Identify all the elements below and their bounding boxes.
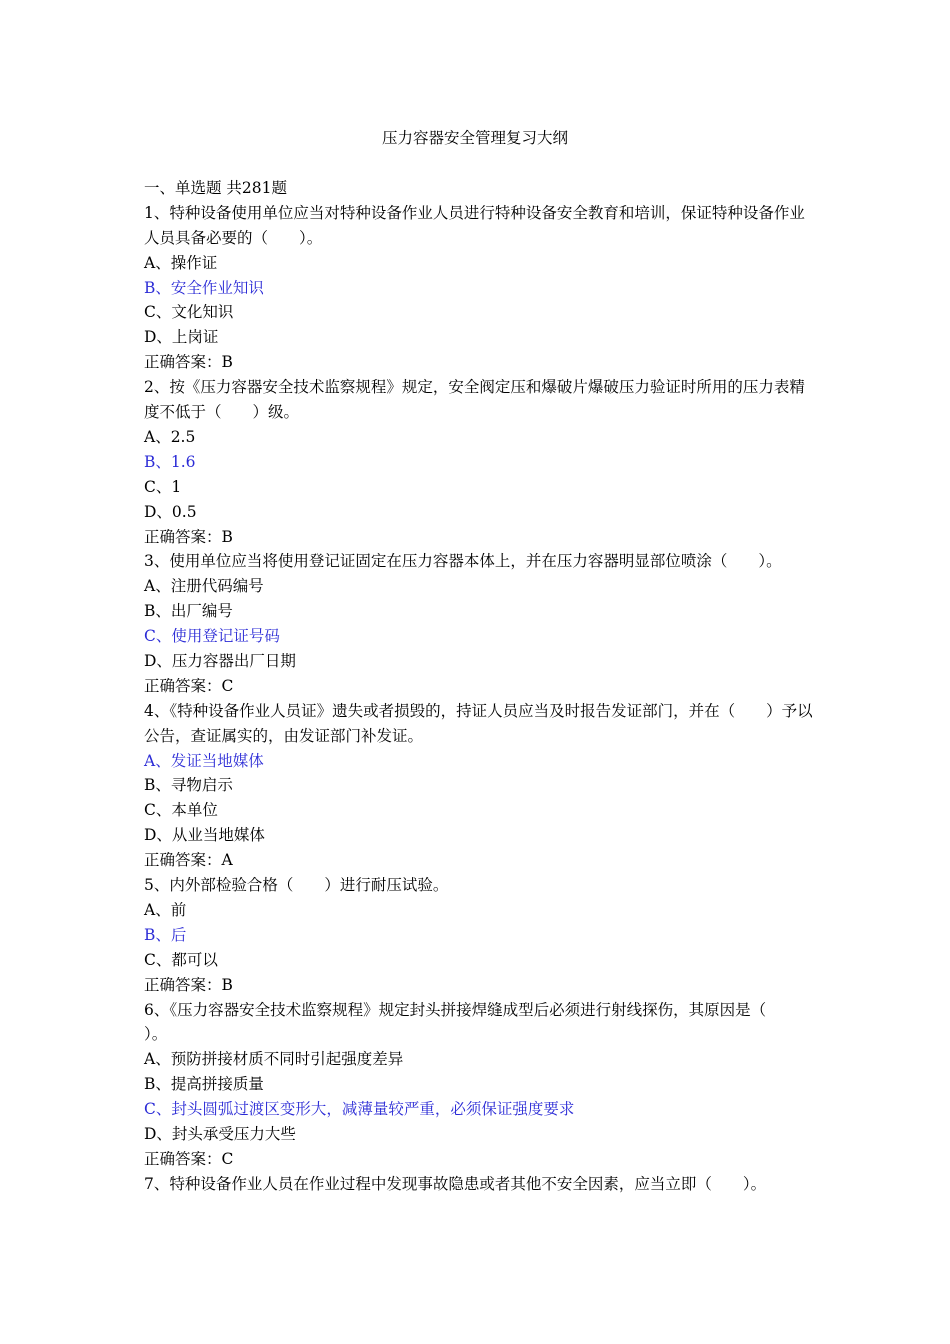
answer-option-correct: B、1.6 (144, 452, 196, 471)
answer-option: D、0.5 (144, 502, 197, 521)
answer-option: C、文化知识 (144, 303, 234, 322)
question-block (144, 998, 816, 1172)
document-body (144, 176, 816, 1197)
correct-answer-line: 正确答案：B (144, 527, 233, 546)
document-title: 压力容器安全管理复习大纲 (381, 129, 568, 147)
answer-option-correct: A、发证当地媒体 (144, 751, 264, 770)
correct-answer-line: 正确答案：C (144, 676, 234, 695)
question-stem: 5、内外部检验合格（ ）进行耐压试验。 (144, 876, 449, 895)
question-block (144, 549, 816, 698)
correct-answer-line: 正确答案：B (144, 353, 233, 372)
correct-answer-line: 正确答案：C (144, 1149, 234, 1168)
correct-answer-line: 正确答案：A (144, 851, 233, 870)
answer-option: A、前 (144, 900, 187, 919)
question-block (144, 1172, 816, 1197)
question-block (144, 873, 816, 997)
question-stem: 4、《特种设备作业人员证》遗失或者损毁的，持证人员应当及时报告发证部门，并在（ ）予以公告，查证属实的，由发证部门补发证。 (144, 701, 813, 745)
correct-answer-line: 正确答案：B (144, 975, 233, 994)
question-block (144, 375, 816, 549)
question-stem: 3、使用单位应当将使用登记证固定在压力容器本体上，并在压力容器明显部位喷涂（ ）。 (144, 552, 782, 571)
answer-option: A、操作证 (144, 253, 218, 272)
question-stem: 1、特种设备使用单位应当对特种设备作业人员进行特种设备安全教育和培训，保证特种设备作业人员具备必要的（ ）。 (144, 203, 805, 247)
answer-option: D、上岗证 (144, 328, 219, 347)
answer-option: B、提高拼接质量 (144, 1075, 264, 1094)
answer-option: D、封头承受压力大些 (144, 1125, 296, 1143)
answer-option-correct: C、封头圆弧过渡区变形大，减薄量较严重，必须保证强度要求 (144, 1100, 575, 1119)
section-heading: 一、单选题 共281题 (144, 179, 288, 197)
answer-option: A、预防拼接材质不同时引起强度差异 (144, 1050, 404, 1069)
answer-option: C、本单位 (144, 801, 218, 820)
answer-option: D、压力容器出厂日期 (144, 652, 296, 670)
question-block (144, 201, 816, 375)
question-stem: 6、《压力容器安全技术监察规程》规定封头拼接焊缝成型后必须进行射线探伤，其原因是（ ）。 (144, 1000, 798, 1044)
answer-option: B、寻物启示 (144, 776, 233, 795)
answer-option: C、都可以 (144, 950, 218, 969)
question-stem: 2、按《压力容器安全技术监察规程》规定，安全阀定压和爆破片爆破压力验证时所用的压力表精度不低于（ ）级。 (144, 378, 805, 422)
answer-option-correct: C、使用登记证号码 (144, 627, 280, 646)
question-stem: 7、特种设备作业人员在作业过程中发现事故隐患或者其他不安全因素，应当立即（ ）。 (144, 1174, 767, 1193)
answer-option: B、出厂编号 (144, 602, 233, 621)
answer-option-correct: B、安全作业知识 (144, 278, 264, 297)
answer-option: A、2.5 (144, 427, 196, 446)
answer-option: C、1 (144, 477, 182, 496)
answer-option: A、注册代码编号 (144, 577, 264, 596)
answer-option-correct: B、后 (144, 925, 187, 944)
question-block (144, 699, 816, 873)
answer-option: D、从业当地媒体 (144, 826, 265, 845)
